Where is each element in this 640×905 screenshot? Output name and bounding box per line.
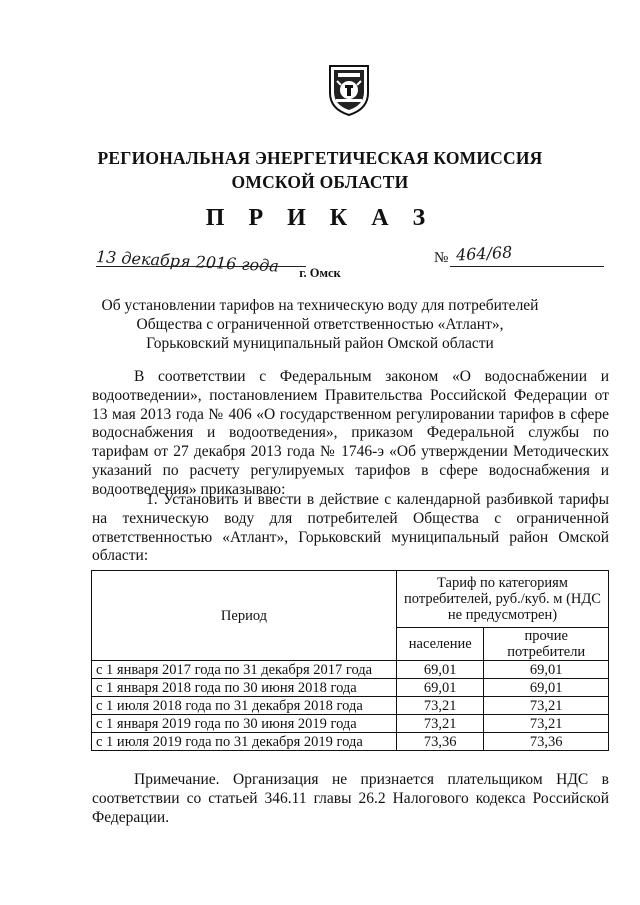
population-tariff-cell: 73,21 [397,697,484,715]
city-label: г. Омск [299,266,341,280]
table-row [92,679,609,697]
header-other-consumers: прочие потребители [484,628,609,661]
period-cell: с 1 июля 2018 года по 31 декабря 2018 года [92,697,397,715]
omsk-coat-of-arms-icon [327,63,371,117]
table-row [92,715,609,733]
tariff-table [91,570,609,751]
other-tariff-cell: 69,01 [484,661,609,679]
population-tariff-cell: 69,01 [397,661,484,679]
organization-name: РЕГИОНАЛЬНАЯ ЭНЕРГЕТИЧЕСКАЯ КОМИССИЯ [97,148,543,168]
population-tariff-cell: 73,36 [397,733,484,751]
table-row [92,697,609,715]
order-subject [0,296,640,353]
header-population: население [397,628,484,661]
period-cell: с 1 января 2019 года по 30 июня 2019 года [92,715,397,733]
subject-line: Горьковский муниципальный район Омской области [146,335,494,352]
table-row [92,661,609,679]
header-period: Период [92,571,397,661]
population-tariff-cell: 69,01 [397,679,484,697]
header-tariff: Тариф по категориям потребителей, руб./куб. м (НДС не предусмотрен) [397,571,609,628]
organization-region: ОМСКОЙ ОБЛАСТИ [231,172,409,192]
subject-line: Общества с ограниченной ответственностью «Атлант», [136,316,504,333]
subject-line: Об установлении тарифов на техническую воду для потребителей [101,297,539,314]
document-title: П Р И К А З [205,205,435,231]
preamble-paragraph: В соответствии с Федеральным законом «О водоснабжении и водоотведении», постановлением Правительства Российской Федерации от 13 мая 2013 года № 406 «О государственном регулировании тарифов в сфере водоснабжения и водоотведения», приказом Федеральной службы по тарифам от 27 декабря 2013 года № 1746-э «Об утверждении Методических указаний по расчету регулируемых тарифов в сфере водоснабжения и водоотведения» приказываю: [92,368,609,498]
other-tariff-cell: 73,36 [484,733,609,751]
vat-note: Примечание. Организация не признается плательщиком НДС в соответствии со статьей 346.11 главы 26.2 Налогового кодекса Российской Федерации. [92,771,609,826]
other-tariff-cell: 69,01 [484,679,609,697]
table-header-row [92,571,609,628]
number-prefix: № [434,250,449,266]
table-row [92,733,609,751]
period-cell: с 1 января 2017 года по 31 декабря 2017 года [92,661,397,679]
period-cell: с 1 января 2018 года по 30 июня 2018 года [92,679,397,697]
other-tariff-cell: 73,21 [484,697,609,715]
handwritten-date: 13 декабря 2016 года [95,247,280,276]
clause-1-paragraph: 1. Установить и ввести в действие с календарной разбивкой тарифы на техническую воду для потребителей Общества с ограниченной ответственностью «Атлант», Горьковский муниципальный район Омской области: [92,491,609,565]
period-cell: с 1 июля 2019 года по 31 декабря 2019 года [92,733,397,751]
other-tariff-cell: 73,21 [484,715,609,733]
handwritten-number: 464/68 [455,242,513,265]
population-tariff-cell: 73,21 [397,715,484,733]
